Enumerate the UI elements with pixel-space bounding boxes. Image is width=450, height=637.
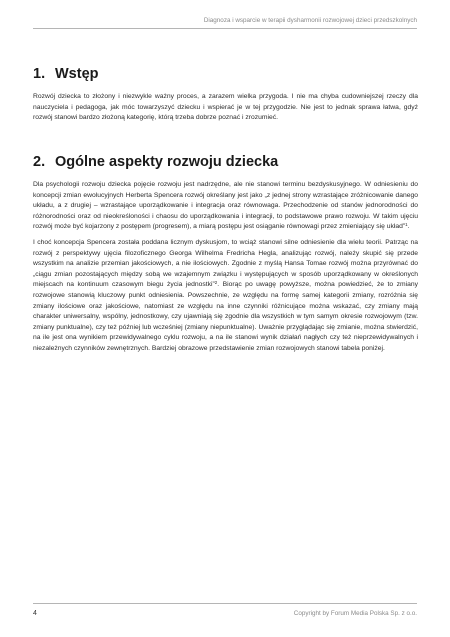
paragraph: I choć koncepcja Spencera została poddana licznym dyskusjom, to wciąż stanowi silne odniesienie dla wielu teorii. Patrząc na rozwój z perspektywy ujęcia filozoficznego Georga Wilhelma Fredricha Hegla, analizując rozwój, należy skupić się przede wszystkim na analizie przemian jakościowych, a nie ilościowych. Zgodnie z myślą Hansa Tomae rozwój można przyrównać do „ciągu zmian pozostających między sobą we wzajemnym związku i występujących w sposób uporządkowany w określonych miejscach na kontinuum czasowym biegu życia jednostki”$^2$. Biorąc po uwagę powyższe, można powiedzieć, że to zmiany rozwojowe stanowią kluczowy punkt odniesienia. Powszechnie, ze względu na formę samej kategorii zmiany, rozróżnia się zmiany ilościowe oraz jakościowe, natomiast ze względu na inne czynniki różnicujące można wskazać, czy zmiany mają charakter uniwersalny, wspólny, jednostkowy, czy ujawniają się zgodnie dla wszystkich w tym samym okresie rozwojowym (tzw. zmiany punktualne), czy też później lub wcześniej (zmiany niepunktualne). Uważnie przyglądając się zmianie, można stwierdzić, na ile jest ona wynikiem przewidywalnego cyklu rozwoju, a na ile stanowi wynik działań nagłych czy też nieprzewidywalnych i niezależnych czynników zewnętrznych. Bardziej obrazowe przedstawienie zmian rozwojowych stanowi tabela poniżej. — [33, 238, 419, 352]
footer-copyright: Copyright by Forum Media Polska Sp. z o.o. — [293, 610, 417, 617]
paragraph: Rozwój dziecka to złożony i niezwykle ważny proces, a zarazem wielka przygoda. I nie ma chyba cudowniejszej rzeczy dla nauczyciela i pedagoga, jak móc towarzyszyć dziecku i wspierać je w tej przygodzie. Nie jest to jednak sprawa łatwa, gdyż rozwój stanowi bardzo złożoną kategorię, którą trzeba dobrze poznać i zrozumieć. — [33, 93, 418, 122]
running-header: Diagnoza i wsparcie w terapii dysharmonii rozwojowej dzieci przedszkolnych — [203, 17, 417, 24]
page-number: 4 — [33, 610, 37, 617]
paragraph: Dla psychologii rozwoju dziecka pojęcie rozwoju jest nadrzędne, ale nie stanowi terminu bezdyskusyjnego. W odniesieniu do koncepcji zmian ewolucyjnych Herberta Spencera rozwój określany jest jako „z jednej strony wzrastające zróżnicowanie danego układu, a z drugiej – wzrastające uporządkowanie i integracja oraz równowaga. Przechodzenie od stanów jednorodności do różnorodności oraz od nieokreśloności i chaosu do uporządkowania i integracji, to podstawowe prawo rozwoju. W takim ujęciu rozwój może być kojarzony z postępem (progresem), a miarą postępu jest osiąganie równowagi przez zmieniający się układ”$^1$. — [33, 181, 418, 231]
paragraph-text: Dla psychologii rozwoju dziecka pojęcie rozwoju jest nadrzędne, ale nie stanowi terminu bezdyskusyjnego. W odniesieniu do koncepcji zmian ewolucyjnych Herberta Spencera rozwój określany jest jako „z jednej strony wzrastające zróżnicowanie danego układu, a z drugiej – wzrastające uporządkowanie i integracja oraz równowaga. Przechodzenie od stanów jednorodności do różnorodności oraz od nieokreśloności i chaosu do uporządkowania i integracji, to podstawowe prawo rozwoju. W takim ujęciu rozwój może być kojarzony z postępem (progresem), a miarą postępu jest osiąganie równowagi przez zmieniający się układ” — [33, 181, 418, 231]
header-divider — [33, 28, 417, 29]
section-general-aspects — [33, 154, 418, 355]
section-heading — [33, 66, 418, 82]
section-introduction — [33, 66, 418, 124]
footer-divider — [33, 603, 417, 604]
footnote-ref[interactable]: 2 — [214, 280, 218, 286]
section-heading — [33, 154, 418, 170]
section-number: 1. — [33, 66, 46, 82]
section-number: 2. — [33, 154, 46, 170]
section-title: Ogólne aspekty rozwoju dziecka — [55, 154, 279, 170]
footnote-ref[interactable]: 1 — [405, 222, 408, 228]
section-title: Wstęp — [55, 66, 99, 82]
